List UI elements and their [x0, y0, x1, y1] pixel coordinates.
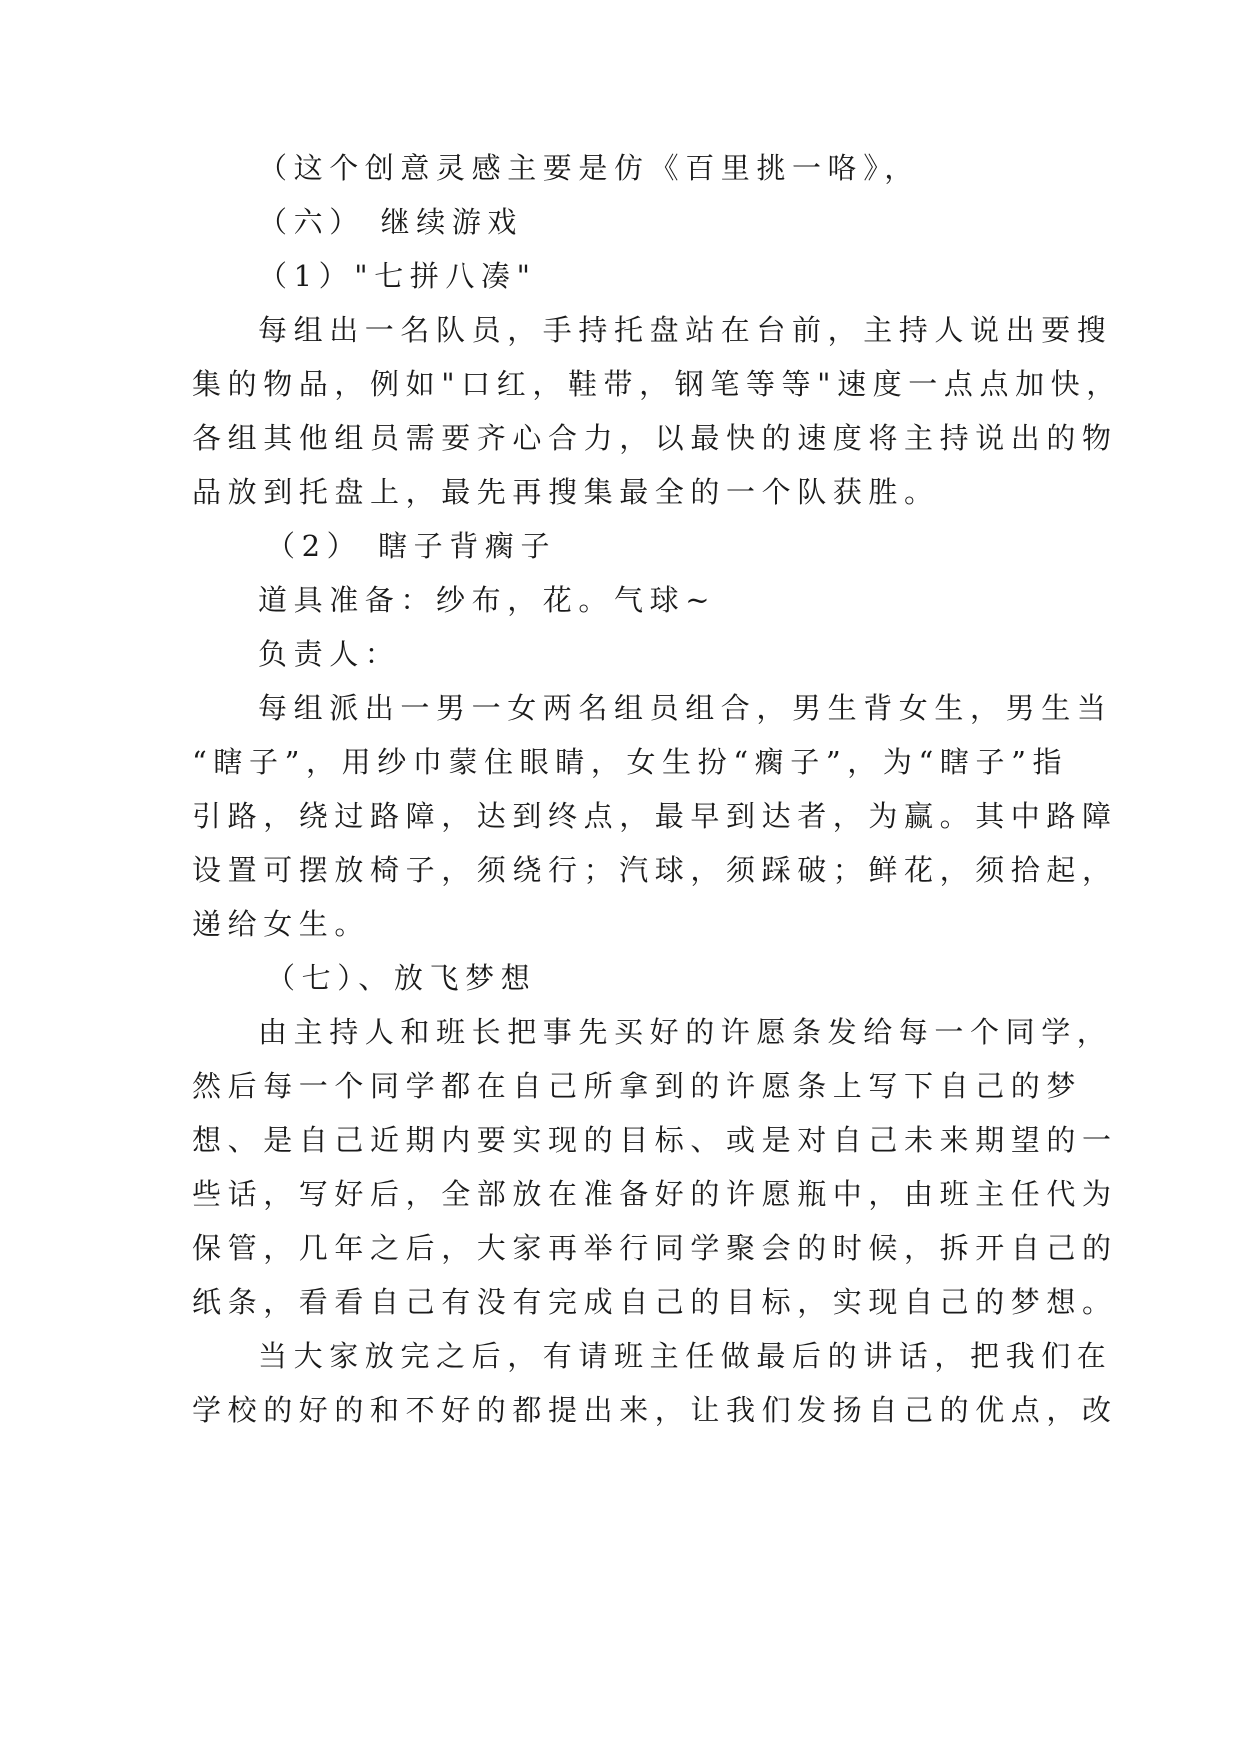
section-heading: （六） 继续游戏: [258, 205, 524, 239]
subsection-heading: （2） 瞎子背瘸子: [266, 529, 557, 563]
paragraph-line: 保管，几年之后，大家再举行同学聚会的时候，拆开自己的: [192, 1231, 1118, 1265]
paragraph-line: 每组派出一男一女两名组员组合，男生背女生，男生当: [258, 691, 1113, 725]
section-heading: （七）、放飞梦想: [266, 961, 537, 995]
paragraph-line: 各组其他组员需要齐心合力，以最快的速度将主持说出的物: [192, 421, 1118, 455]
paragraph-line: 递给女生。: [192, 907, 371, 941]
subsection-heading: （1）"七拼八凑": [258, 259, 537, 293]
paragraph-line: 学校的好的和不好的都提出来，让我们发扬自己的优点，改: [192, 1393, 1118, 1427]
paragraph-line: 道具准备：纱布，花。气球~: [258, 583, 717, 617]
paragraph-line: “瞎子”，用纱巾蒙住眼睛，女生扮“瘸子”，为“瞎子”指: [192, 745, 1069, 779]
paragraph-line: 集的物品，例如"口红，鞋带，钢笔等等"速度一点点加快，: [192, 367, 1122, 401]
paragraph-line: 些话，写好后，全部放在准备好的许愿瓶中，由班主任代为: [192, 1177, 1118, 1211]
paragraph-line: 设置可摆放椅子，须绕行；汽球，须踩破；鲜花，须拾起，: [192, 853, 1118, 887]
paragraph-line: 负责人：: [258, 637, 401, 671]
paragraph-line: 想、是自己近期内要实现的目标、或是对自己未来期望的一: [192, 1123, 1118, 1157]
paragraph-line: 由主持人和班长把事先买好的许愿条发给每一个同学，: [258, 1015, 1113, 1049]
paragraph-line: 当大家放完之后，有请班主任做最后的讲话，把我们在: [258, 1339, 1113, 1373]
paragraph-line: 每组出一名队员，手持托盘站在台前，主持人说出要搜: [258, 313, 1113, 347]
paragraph-line: 品放到托盘上，最先再搜集最全的一个队获胜。: [192, 475, 940, 509]
paragraph-line: 引路，绕过路障，达到终点，最早到达者，为赢。其中路障: [192, 799, 1118, 833]
paragraph-line: （这个创意灵感主要是仿《百里挑一咯》，: [258, 151, 920, 185]
paragraph-line: 纸条，看看自己有没有完成自己的目标，实现自己的梦想。: [192, 1285, 1118, 1319]
paragraph-line: 然后每一个同学都在自己所拿到的许愿条上写下自己的梦: [192, 1069, 1083, 1103]
